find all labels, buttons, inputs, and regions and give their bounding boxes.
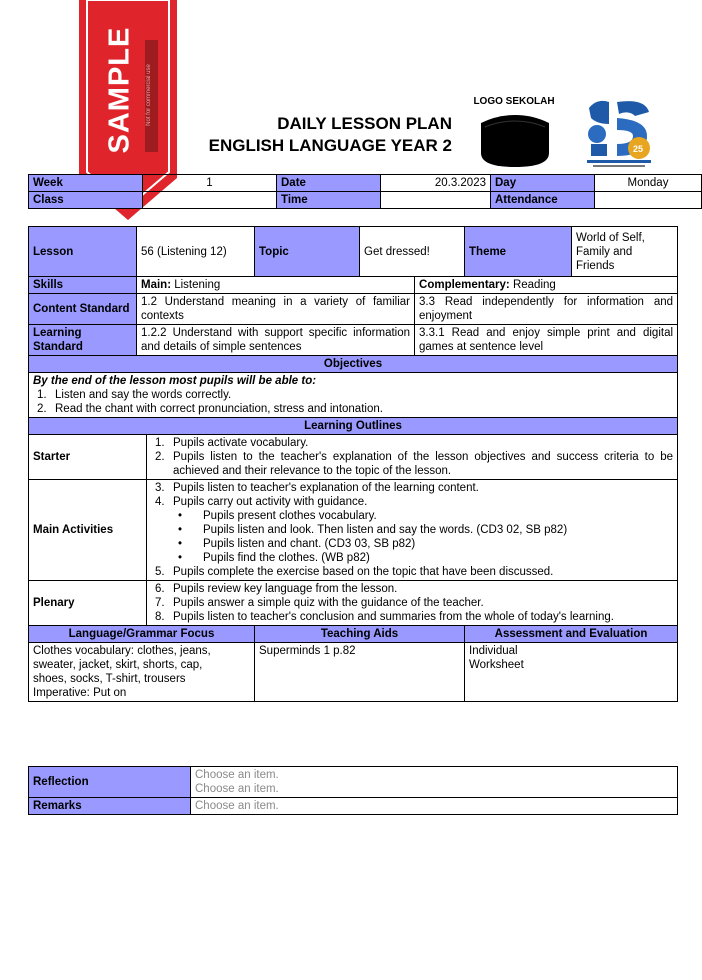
week-value: 1 [143, 175, 277, 192]
main-bullet: • Pupils listen and chant. (CD3 03, SB p82) [177, 538, 416, 550]
main-item: 5. Pupils complete the exercise based on the topic that have been discussed. [155, 566, 554, 578]
class-label: Class [29, 192, 143, 209]
time-value [381, 192, 491, 209]
language-focus-body: Clothes vocabulary: clothes, jeans, sweater, jacket, skirt, shorts, cap, shoes, socks, T-shirt, trousers Imperative: Put on [29, 643, 255, 702]
attendance-value [595, 192, 702, 209]
main-bullet: • Pupils present clothes vocabulary. [177, 510, 377, 522]
logo-label: LOGO SEKOLAH [473, 96, 555, 107]
plenary-item: 6. Pupils review key language from the lesson. [155, 583, 398, 595]
starter-body [147, 435, 678, 480]
skills-main: Main: Listening [137, 277, 415, 294]
main-activities-body [147, 480, 678, 581]
reflection-table [28, 766, 678, 815]
assessment-body: Individual Worksheet [465, 643, 678, 702]
learning-standard-label: Learning Standard [29, 325, 137, 356]
topic-value: Get dressed! [360, 227, 465, 277]
remarks-dropdown[interactable]: Choose an item. [191, 798, 678, 815]
date-value: 20.3.2023 [381, 175, 491, 192]
ministry-logo [583, 94, 655, 170]
main-bullet: • Pupils listen and look. Then listen and say the words. (CD3 02, SB p82) [177, 524, 568, 536]
main-item: 4. Pupils carry out activity with guidance. [155, 496, 368, 508]
plenary-item: 8. Pupils listen to teacher's conclusion and summaries from the whole of today's learning. [155, 611, 614, 623]
sample-subtext: Not for commercial use [146, 64, 152, 126]
main-item: 3. Pupils listen to teacher's explanation of the learning content. [155, 482, 479, 494]
reflection-dropdown[interactable]: Choose an item. [195, 769, 279, 781]
week-label: Week [29, 175, 143, 192]
main-activities-label: Main Activities [29, 480, 147, 581]
date-label: Date [277, 175, 381, 192]
learning-standard-complementary: 3.3.1 Read and enjoy simple print and digital games at sentence level [415, 325, 678, 356]
info-table [28, 174, 702, 209]
content-standard-main: 1.2 Understand meaning in a variety of familiar contexts [137, 294, 415, 325]
sample-text: SAMPLE [103, 26, 136, 154]
learning-standard-main: 1.2.2 Understand with support specific information and details of simple sentences [137, 325, 415, 356]
class-value [143, 192, 277, 209]
objective-item: 2. Read the chant with correct pronunciation, stress and intonation. [37, 403, 383, 415]
reflection-dropdown[interactable]: Choose an item. [195, 783, 279, 795]
plenary-body [147, 581, 678, 626]
teaching-aids-body: Superminds 1 p.82 [255, 643, 465, 702]
svg-text:25: 25 [633, 144, 644, 154]
page-title-line2: ENGLISH LANGUAGE YEAR 2 [208, 136, 452, 155]
skills-complementary: Complementary: Reading [415, 277, 678, 294]
assessment-heading: Assessment and Evaluation [465, 626, 678, 643]
objective-item: 1. Listen and say the words correctly. [37, 389, 232, 401]
remarks-label: Remarks [29, 798, 191, 815]
skills-label: Skills [29, 277, 137, 294]
objectives-heading: Objectives [29, 356, 678, 373]
plenary-label: Plenary [29, 581, 147, 626]
day-value: Monday [595, 175, 702, 192]
time-label: Time [277, 192, 381, 209]
plenary-item: 7. Pupils answer a simple quiz with the guidance of the teacher. [155, 597, 484, 609]
page-title-line1: DAILY LESSON PLAN [277, 114, 452, 133]
starter-item: 2. Pupils listen to the teacher's explanation of the lesson objectives and success criteria to be achieved and their relevance to the topic of the lesson. [155, 451, 674, 477]
content-standard-complementary: 3.3 Read independently for information and enjoyment [415, 294, 678, 325]
theme-value: World of Self, Family and Friends [572, 227, 678, 277]
attendance-label: Attendance [491, 192, 595, 209]
theme-label: Theme [465, 227, 572, 277]
starter-label: Starter [29, 435, 147, 480]
content-standard-label: Content Standard [29, 294, 137, 325]
reflection-label: Reflection [29, 767, 191, 798]
lesson-table [28, 226, 678, 702]
school-shield-logo [477, 113, 553, 169]
teaching-aids-heading: Teaching Aids [255, 626, 465, 643]
main-bullet: • Pupils find the clothes. (WB p82) [177, 552, 370, 564]
language-focus-heading: Language/Grammar Focus [29, 626, 255, 643]
learning-outlines-heading: Learning Outlines [29, 418, 678, 435]
reflection-dropdowns [191, 767, 678, 798]
objectives-body [29, 373, 678, 418]
starter-item: 1. Pupils activate vocabulary. [155, 437, 309, 449]
lesson-label: Lesson [29, 227, 137, 277]
day-label: Day [491, 175, 595, 192]
topic-label: Topic [255, 227, 360, 277]
objectives-intro: By the end of the lesson most pupils will be able to: [33, 375, 317, 387]
lesson-value: 56 (Listening 12) [137, 227, 255, 277]
